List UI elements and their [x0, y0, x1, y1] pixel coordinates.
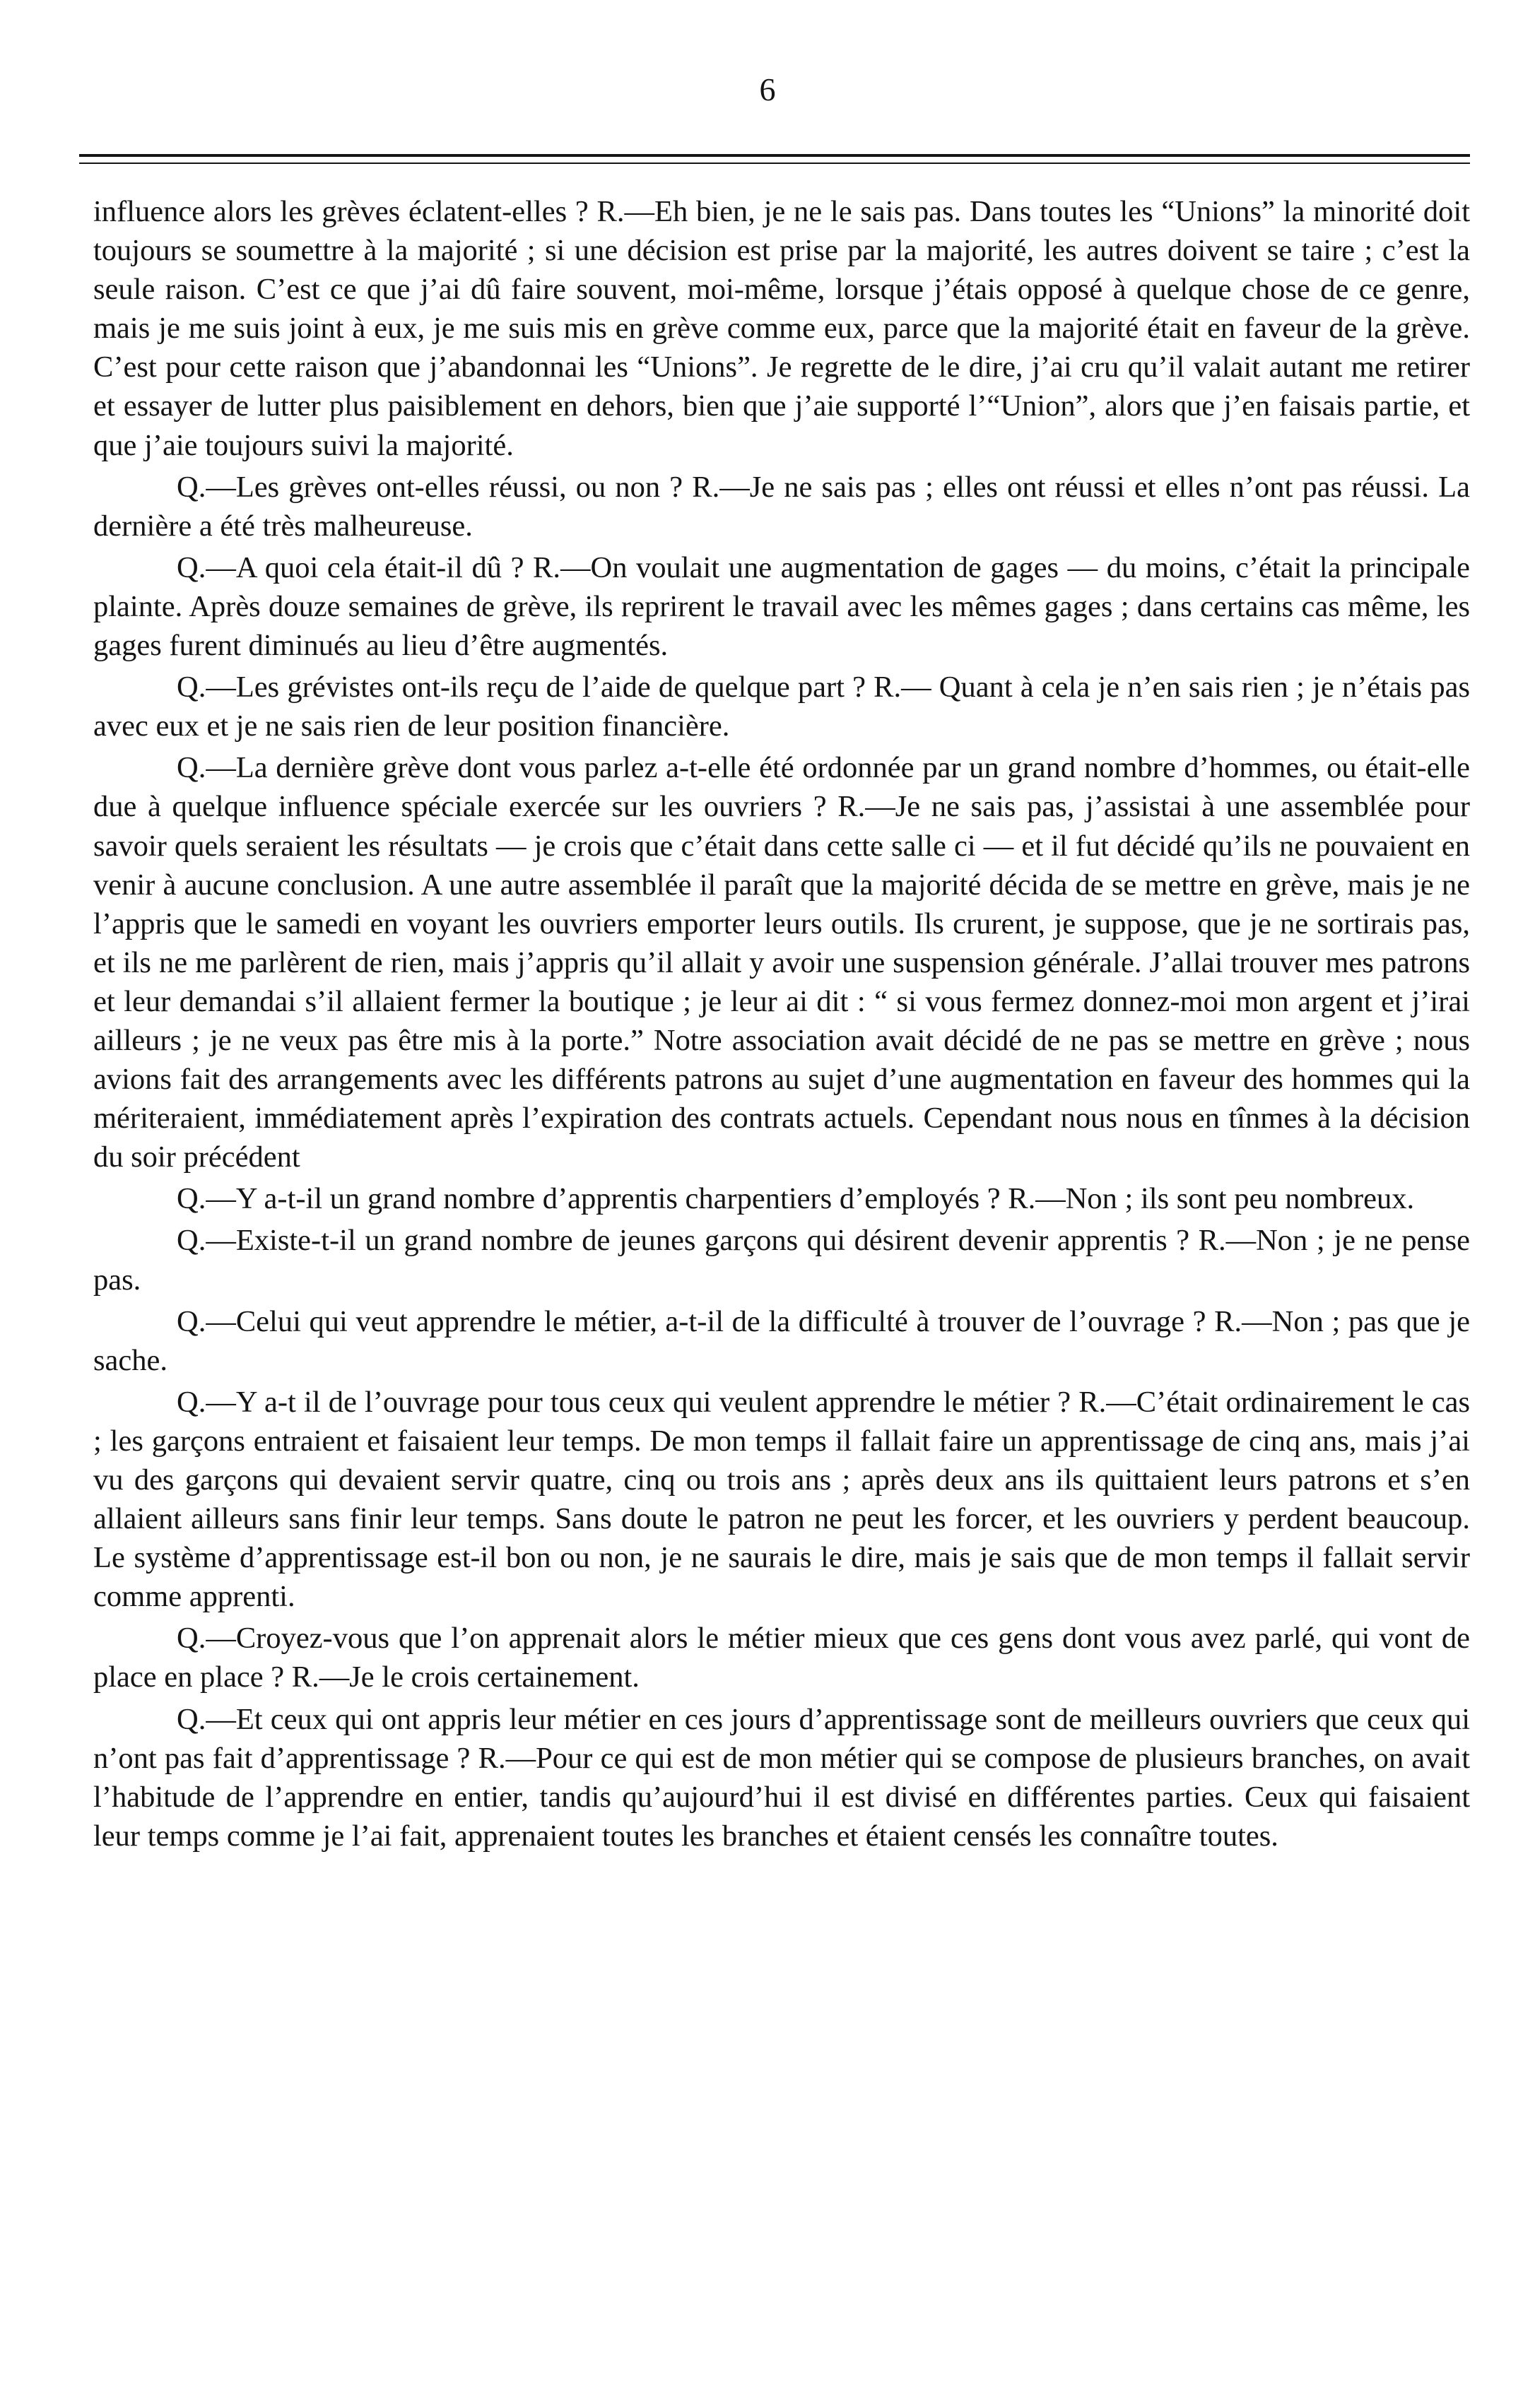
page-number: 6 — [759, 71, 776, 107]
body-text — [93, 192, 1470, 1855]
paragraph-question-strikes-success: Q.—Les grèves ont-elles réussi, ou non ? R.—Je ne sais pas ; elles ont réussi et elles n’ont pas réussi. La dernière a été très malheureuse. — [93, 470, 1470, 543]
paragraph-question-strike-cause: Q.—A quoi cela était-il dû ? R.—On voulait une augmentation de gages — du moins, c’était la principale plainte. Après douze semaines de grève, ils reprirent le travail avec les mêmes gages ; dans certains cas même, les gages furent diminués au lieu d’être augmentés. — [93, 550, 1470, 663]
paragraph-question-learning-better: Q.—Croyez-vous que l’on apprenait alors le métier mieux que ces gens dont vous avez parlé, qui vont de place en place ? R.—Je le crois certainement. — [93, 1622, 1470, 1694]
paragraph-question-strikers-aid: Q.—Les grévistes ont-ils reçu de l’aide de quelque part ? R.— Quant à cela je n’en sais rien ; je n’étais pas avec eux et je ne sais rien de leur position financière. — [93, 671, 1470, 743]
paragraph-question-young-boys: Q.—Existe-t-il un grand nombre de jeunes garçons qui désirent devenir apprentis ? R.—Non ; je ne pense pas. — [93, 1224, 1470, 1297]
paragraph-question-apprentices-count: Q.—Y a-t-il un grand nombre d’apprentis charpentiers d’employés ? R.—Non ; ils sont peu nombreux. — [177, 1182, 1415, 1216]
paragraph-question-last-strike: Q.—La dernière grève dont vous parlez a-t-elle été ordonnée par un grand nombre d’hommes, ou était-elle due à quelque influence spéciale exercée sur les ouvriers ? R.—Je ne sais pas, j’assistai à une assemblée pour savoir quels seraient les résultats — je crois que c’était dans cette salle ci — et il fut décidé qu’ils ne pouvaient en venir à aucune conclusion. A une autre assemblée il paraît que la majorité décida de se mettre en grève, mais je ne l’appris que le samedi en voyant les ouvriers emporter leurs outils. Ils crurent, je suppose, que je ne sortirais pas, et ils ne me parlèrent de rien, mais j’appris qu’il allait y avoir une suspension générale. J’allai trouver mes patrons et leur demandai s’il allaient fermer la boutique ; je leur ai dit : “ si vous fermez donnez-moi mon argent et j’irai ailleurs ; je ne veux pas être mis à la porte.” Notre association avait décidé de ne pas se mettre en grève ; nous avions fait des arrangements avec les différents patrons au sujet d’une augmentation en faveur des hommes qui la mériteraient, immédiatement après l’expiration des contrats actuels. Cependant nous nous en tînmes à la décision du soir précédent — [93, 751, 1470, 1174]
header-rule-thin — [79, 163, 1470, 164]
header-rule-thick — [79, 154, 1470, 157]
paragraph-question-finding-work: Q.—Celui qui veut apprendre le métier, a-t-il de la difficulté à trouver de l’ouvrage ? R.—Non ; pas que je sache. — [93, 1304, 1470, 1377]
paragraph-continuation: influence alors les grèves éclatent-elles ? R.—Eh bien, je ne le sais pas. Dans toutes les “Unions” la minorité doit toujours se soumettre à la majorité ; si une décision est prise par la majorité, les autres doivent se taire ; c’est la seule raison. C’est ce que j’ai dû faire souvent, moi-même, lorsque j’étais opposé à quelque chose de ce genre, mais je me suis joint à eux, je me suis mis en grève comme eux, parce que la majorité était en faveur de la grève. C’est pour cette raison que j’abandonnai les “Unions”. Je regrette de le dire, j’ai cru qu’il valait autant me retirer et essayer de lutter plus paisiblement en dehors, bien que j’aie supporté l’“Union”, alors que j’en faisais partie, et que j’aie toujours suivi la majorité. — [93, 195, 1470, 462]
paragraph-question-better-workers: Q.—Et ceux qui ont appris leur métier en ces jours d’apprentissage sont de meilleurs ouvriers que ceux qui n’ont pas fait d’apprentissage ? R.—Pour ce qui est de mon métier qui se compose de plusieurs branches, on avait l’habitude de l’apprendre en entier, tandis qu’aujourd’hui il est divisé en différentes parties. Ceux qui faisaient leur temps comme je l’ai fait, apprenaient toutes les branches et étaient censés les connaître toutes. — [93, 1702, 1470, 1853]
paragraph-question-work-for-all: Q.—Y a-t il de l’ouvrage pour tous ceux qui veulent apprendre le métier ? R.—C’était ordinairement le cas ; les garçons entraient et faisaient leur temps. De mon temps il fallait faire un apprentissage de cinq ans, mais j’ai vu des garçons qui devaient servir quatre, cinq ou trois ans ; après deux ans ils quittaient leurs patrons et s’en allaient ailleurs sans finir leur temps. Sans doute le patron ne peut les forcer, et les ouvriers y perdent beaucoup. Le système d’apprentissage est-il bon ou non, je ne saurais le dire, mais je sais que de mon temps il fallait servir comme apprenti. — [93, 1385, 1470, 1614]
